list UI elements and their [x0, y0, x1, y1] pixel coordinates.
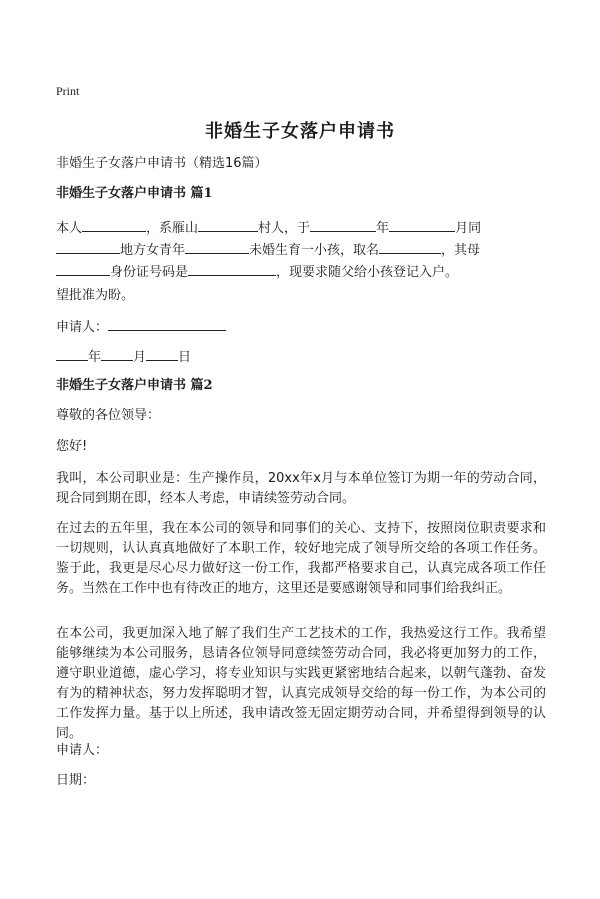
form-text: 年 [376, 221, 390, 236]
section-1-form [56, 217, 546, 283]
date-day-blank [146, 346, 178, 361]
paragraph-3: 在本公司，我更加深入地了解了我们生产工艺技术的工作，我热爱这行工作。我希望能够继续为本公司服务，恳请各位领导同意续签劳动合同，我必将更加努力的工作，遵守职业道德，虚心学习，将专业知识与实践更紧密地结合起来，以朝气蓬勃、奋发有为的精神状态，努力发挥聪明才智，认真完成领导交给的每一份工作，为本公司的工作发挥力量。基于以上所述，我申请改签无固定期劳动合同，并希望得到领导的认同。 [56, 626, 546, 741]
form-text: 身份证号码是 [110, 265, 189, 280]
section-1-heading: 非婚生子女落户申请书 篇1 [56, 186, 213, 201]
paragraph-1: 我叫，本公司职业是：生产操作员，20xx年x月与本单位签订为期一年的劳动合同，现合同到期在即，经本人考虑，申请续签劳动合同。 [56, 471, 546, 506]
applicant-line-1 [56, 316, 546, 338]
date-line-2: 日期： [56, 773, 96, 788]
form-line-1 [56, 217, 546, 239]
form-text: 村人，于 [258, 221, 311, 236]
form-text: 未婚生育一小孩，取名 [249, 243, 380, 258]
document-title: 非婚生子女落户申请书 [205, 121, 395, 142]
applicant-blank [108, 316, 226, 331]
year-blank [310, 217, 376, 232]
form-text: ，系雁山 [146, 221, 199, 236]
date-month-blank [101, 346, 133, 361]
document-subtitle: 非婚生子女落户申请书（精选16篇） [56, 156, 268, 171]
id-number-blank [188, 261, 276, 276]
month-blank [389, 217, 455, 232]
form-text: 本人 [56, 221, 83, 236]
date-year-blank [56, 346, 88, 361]
form-text: ，其母 [441, 243, 481, 258]
form-line-2 [56, 239, 546, 261]
form-text: 月同 [455, 221, 482, 236]
form-line-3 [56, 261, 546, 283]
form-text: ，现要求随父给小孩登记入户。 [276, 265, 459, 280]
name-blank [82, 217, 146, 232]
mother-name-blank [56, 261, 110, 276]
location-blank [56, 239, 120, 254]
salutation: 尊敬的各位领导： [56, 408, 161, 423]
woman-name-blank [185, 239, 249, 254]
date-day-label: 日 [178, 350, 192, 365]
applicant-line-2: 申请人： [56, 743, 109, 758]
date-month-label: 月 [133, 350, 147, 365]
approval-text: 望批准为盼。 [56, 288, 135, 303]
greeting: 您好! [56, 439, 88, 454]
applicant-label: 申请人： [56, 320, 109, 335]
section-2-heading: 非婚生子女落户申请书 篇2 [56, 378, 213, 393]
print-link[interactable]: Print [56, 84, 80, 98]
date-line-1 [56, 346, 546, 368]
child-name-blank [379, 239, 441, 254]
form-text: 地方女青年 [120, 243, 186, 258]
date-year-label: 年 [88, 350, 102, 365]
village-blank [198, 217, 258, 232]
paragraph-2: 在过去的五年里，我在本公司的领导和同事们的关心、支持下，按照岗位职责要求和一切规则，认认真真地做好了本职工作，较好地完成了领导所交给的各项工作任务。鉴于此，我更是尽心尽力做好这一份工作，我都严格要求自己，认真完成各项工作任务。当然在工作中也有待改正的地方，这里还是要感谢领导和同事们给我纠正。 [56, 521, 546, 596]
